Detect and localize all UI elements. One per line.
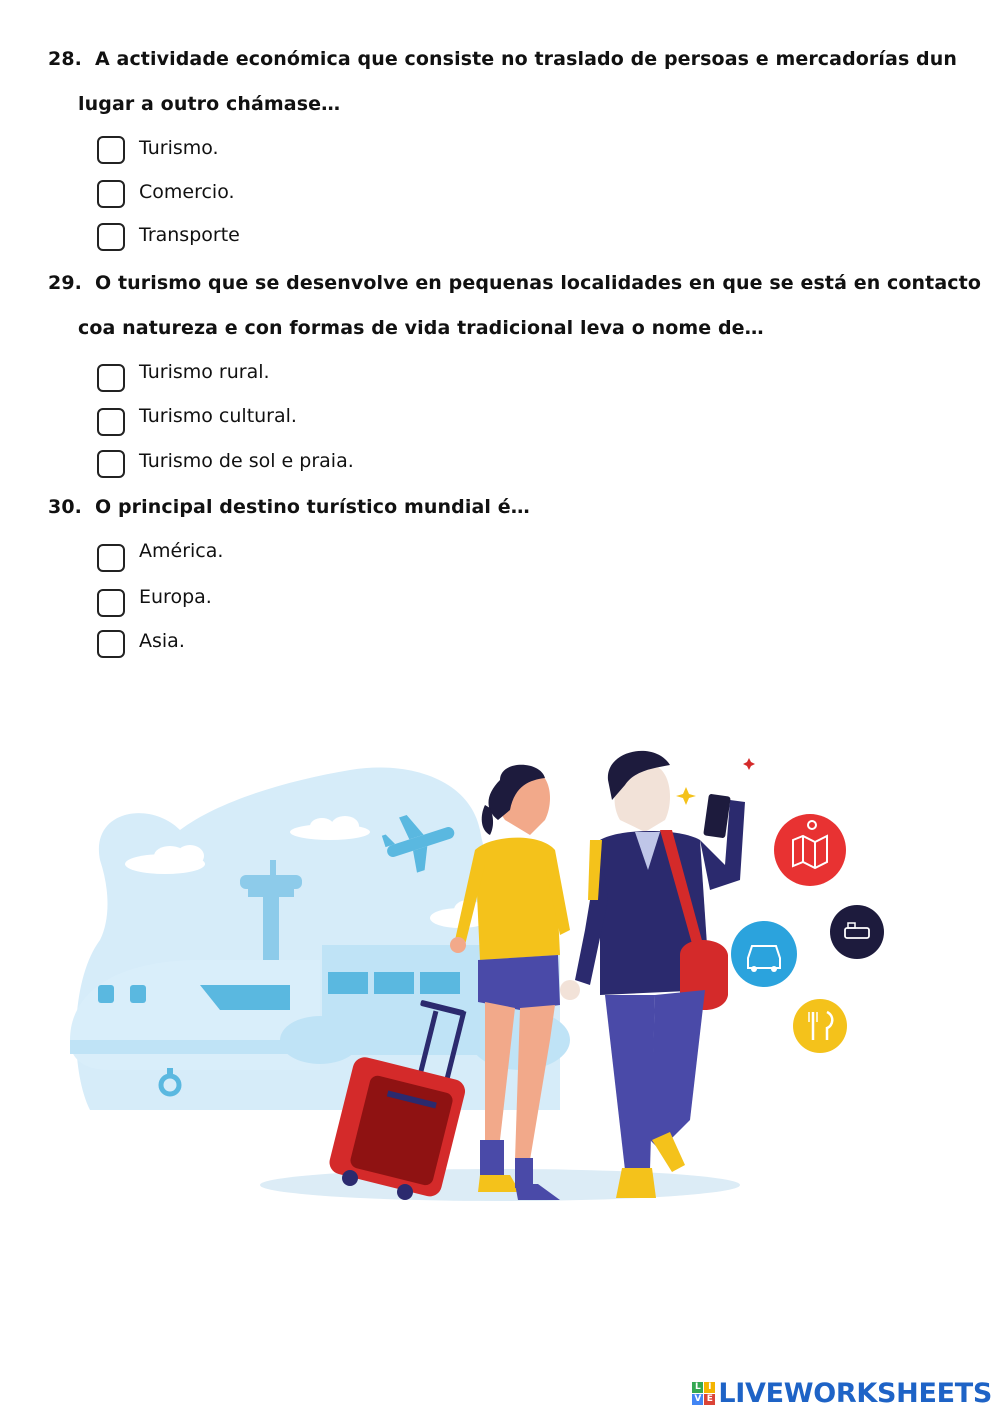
logo-mark-i: I [704,1382,715,1393]
bed-icon [830,905,884,959]
question-30-text-1: O principal destino turístico mundial é… [95,496,530,518]
question-29-number: 29. [48,272,82,294]
logo-mark-v: V [692,1394,703,1405]
question-29-line-2: coa natureza e con formas de vida tradicional leva o nome de… [78,317,764,339]
q28-option-2-label: Comercio. [139,181,235,203]
q30-option-3-checkbox[interactable] [97,630,125,658]
travel-illustration [60,740,900,1210]
question-28-line-1 [48,48,957,70]
question-28-line-2: lugar a outro chámase… [78,93,341,115]
q30-option-1-checkbox[interactable] [97,544,125,572]
question-29-text-1: O turismo que se desenvolve en pequenas localidades en que se está en contacto [95,272,981,294]
question-30-line-1 [48,496,530,518]
q29-option-1-label: Turismo rural. [139,361,270,383]
logo-text: LIVEWORKSHEETS [718,1377,992,1409]
q28-option-3-label: Transporte [139,224,240,246]
car-icon [731,921,797,987]
q30-option-2-label: Europa. [139,586,212,608]
logo-mark-icon [692,1382,715,1405]
logo-mark-l: L [692,1382,703,1393]
q29-option-1-checkbox[interactable] [97,364,125,392]
q28-option-2-checkbox[interactable] [97,180,125,208]
q28-option-1-label: Turismo. [139,137,219,159]
question-29-line-1 [48,272,981,294]
q29-option-3-checkbox[interactable] [97,450,125,478]
restaurant-icon [793,999,847,1053]
map-icon [774,814,846,886]
question-30-number: 30. [48,496,82,518]
q28-option-1-checkbox[interactable] [97,136,125,164]
q30-option-2-checkbox[interactable] [97,589,125,617]
man-traveller [560,751,745,1198]
q28-option-3-checkbox[interactable] [97,223,125,251]
question-28-text-1: A actividade económica que consiste no traslado de persoas e mercadorías dun [95,48,958,70]
question-28-number: 28. [48,48,82,70]
liveworksheets-logo[interactable] [692,1376,992,1410]
logo-mark-e: E [704,1394,715,1405]
q29-option-2-checkbox[interactable] [97,408,125,436]
q30-option-3-label: Asia. [139,630,185,652]
q29-option-3-label: Turismo de sol e praia. [139,450,354,472]
q29-option-2-label: Turismo cultural. [139,405,297,427]
q30-option-1-label: América. [139,540,224,562]
